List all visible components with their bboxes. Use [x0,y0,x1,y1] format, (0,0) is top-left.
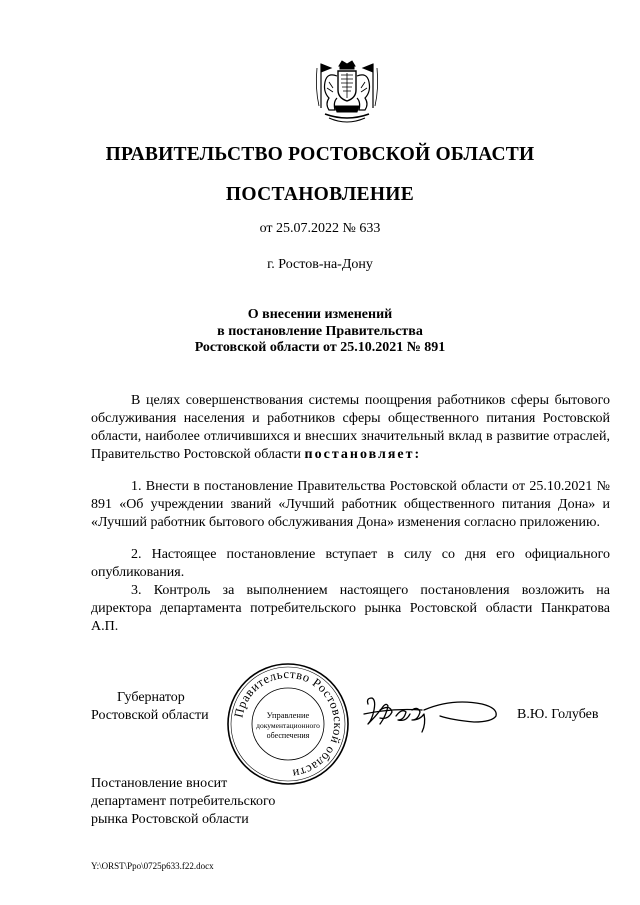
government-title: ПРАВИТЕЛЬСТВО РОСТОВСКОЙ ОБЛАСТИ [105,144,535,165]
stamp-ring-text: Правительство Ростовской области [231,666,346,781]
item-paragraph-2 [91,546,610,582]
introducer-line: рынка Ростовской области [91,812,249,827]
signer-title [91,689,209,725]
document-subject [0,307,640,357]
subject-line: О внесении изменений [247,307,393,322]
item-paragraph-1 [91,478,610,532]
signer-title-line: Губернатор [117,690,185,705]
item-3-text: 3. Контроль за выполнением настоящего постановления возложить на директора департамента потребительского рынка Ростовской области Панкратова А.П. [91,583,610,634]
official-stamp-icon [224,660,352,788]
handwritten-signature [362,690,512,738]
preamble-text: В целях совершенствования системы поощрения работников сферы бытового обслуживания населения и работников сферы общественного питания Ростовской области, наиболее отличившихся и внесших значительный вклад в развитие отраслей, Правительство Ростовской области [91,393,610,462]
stamp-center-line: документационного [256,721,320,730]
document-date-number: от 25.07.2022 № 633 [259,221,381,236]
introducer-block [91,775,275,829]
item-1-text: 1. Внести в постановление Правительства Ростовской области от 25.10.2021 № 891 «Об учреждении званий «Лучший работник общественного питания Дона» и «Лучший работник бытового обслуживания Дона» изменения согласно приложению. [91,479,610,530]
introducer-line: департамент потребительского [91,794,276,809]
subject-line: в постановление Правительства [217,323,423,339]
document-type: ПОСТАНОВЛЕНИЕ [225,184,415,205]
item-2-text: 2. Настоящее постановление вступает в силу со дня его официального опубликования. [91,547,610,580]
item-paragraph-3 [91,582,610,636]
resolves-keyword: постановляет: [304,447,422,462]
document-city: г. Ростов-на-Дону [267,257,373,272]
file-path-footer: Y:\ORST\Ppo\0725p633.f22.docx [91,861,214,871]
preamble-paragraph [91,392,610,464]
stamp-center-line: Управление [266,710,310,720]
introducer-line: Постановление вносит [91,776,228,791]
stamp-center-line: обеспечения [266,731,310,740]
subject-line: Ростовской области от 25.10.2021 № 891 [194,340,446,355]
signer-name: В.Ю. Голубев [517,707,599,722]
coat-of-arms-icon [311,58,383,128]
signer-title-line: Ростовской области [91,708,209,723]
